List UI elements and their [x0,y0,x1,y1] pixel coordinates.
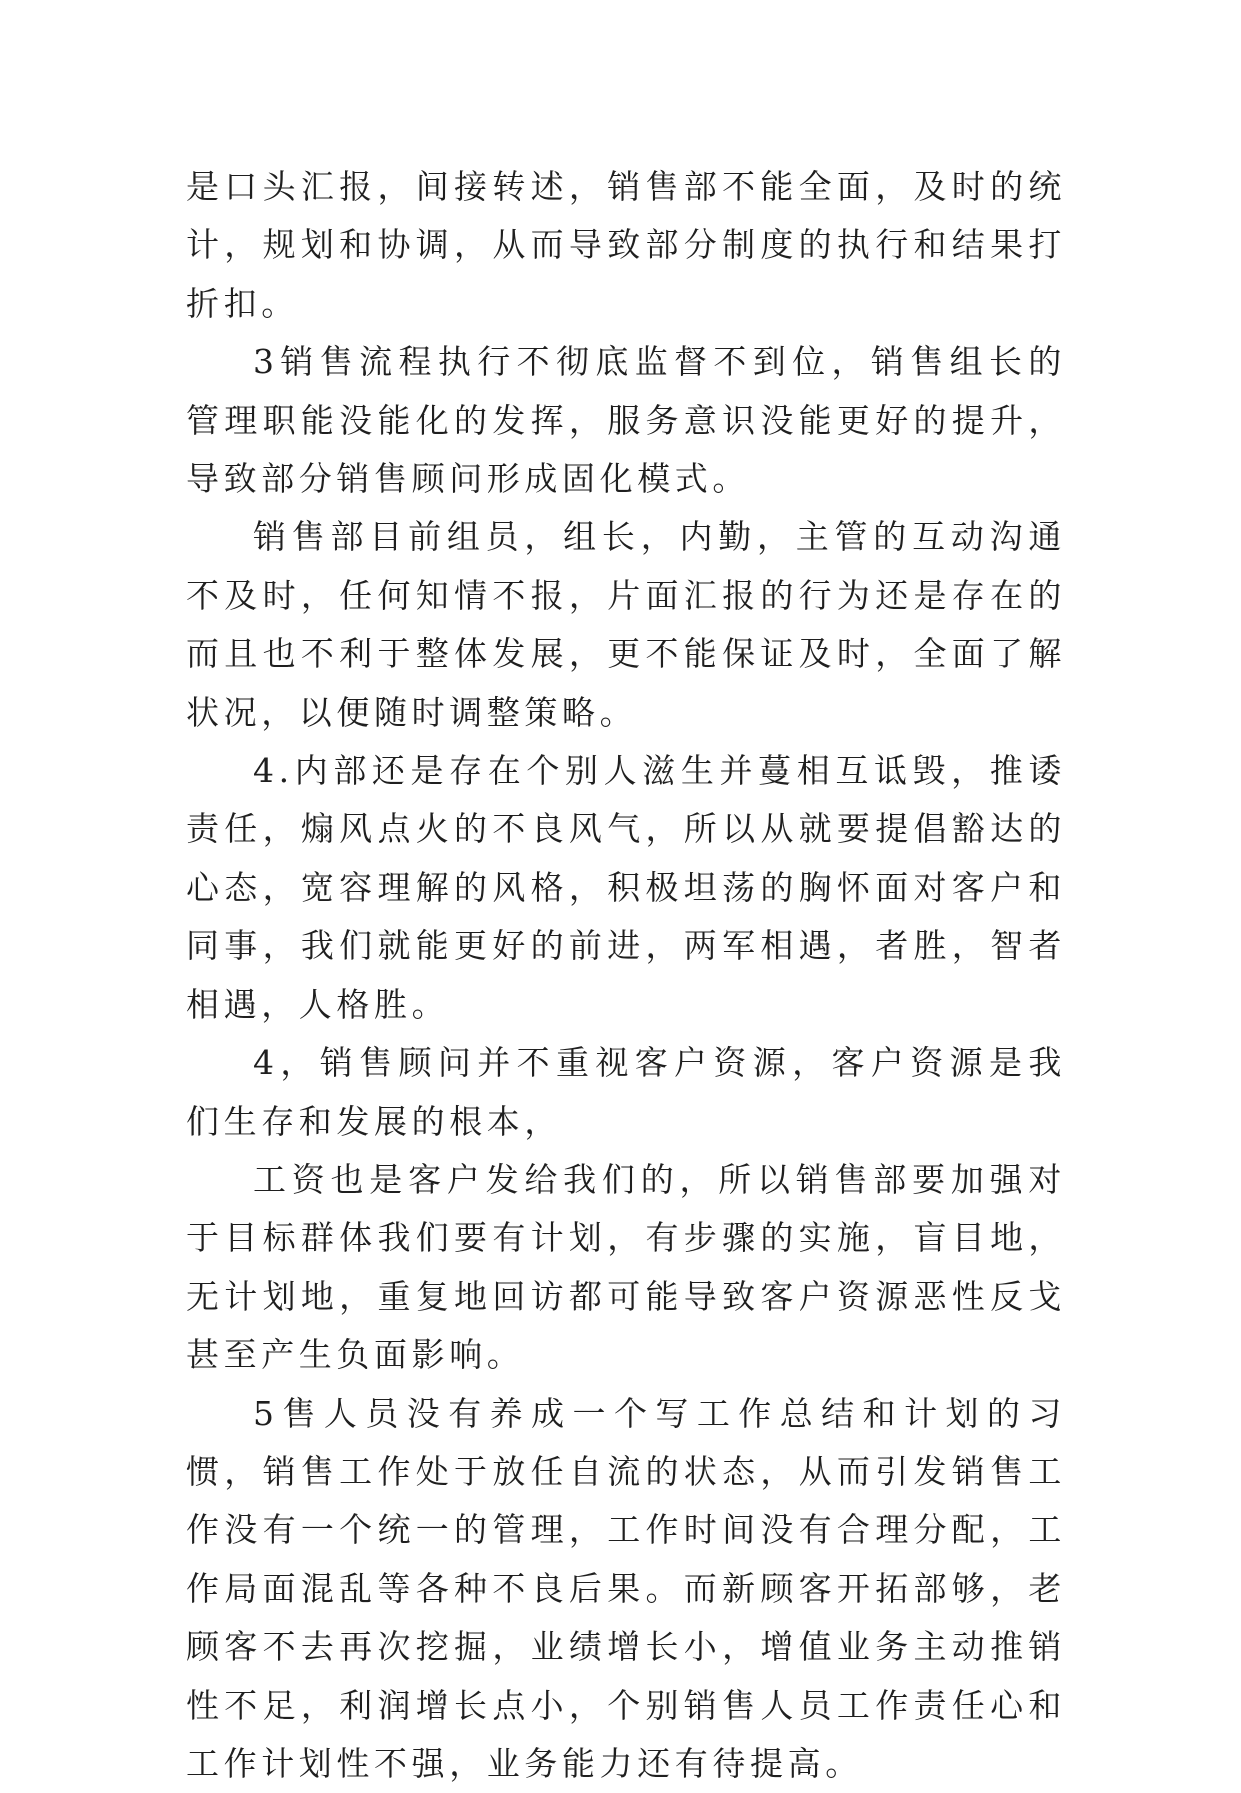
paragraph-6: 工资也是客户发给我们的，所以销售部要加强对于目标群体我们要有计划，有步骤的实施，盲目地，无计划地，重复地回访都可能导致客户资源恶性反戈甚至产生负面影响。 [186,1159,1066,1375]
paragraph-4: 4.内部还是存在个别人滋生并蔓相互诋毁，推诿责任，煽风点火的不良风气，所以从就要提倡豁达的心态，宽容理解的风格，积极坦荡的胸怀面对客户和同事，我们就能更好的前进，两军相遇，者胜，智者相遇，人格胜。 [186,751,1066,1024]
paragraph-7: 5售人员没有养成一个写工作总结和计划的习惯，销售工作处于放任自流的状态，从而引发销售工作没有一个统一的管理，工作时间没有合理分配，工作局面混乱等各种不良后果。而新顾客开拓部够，老顾客不去再次挖掘，业绩增长小，增值业务主动推销性不足，利润增长点小，个别销售人员工作责任心和工作计划性不强，业务能力还有待提高。 [186,1393,1066,1783]
document-body [186,158,1066,1793]
paragraph-5: 4，销售顾问并不重视客户资源，客户资源是我们生存和发展的根本， [186,1043,1066,1141]
paragraph-3: 销售部目前组员，组长，内勤，主管的互动沟通不及时，任何知情不报，片面汇报的行为还是存在的而且也不利于整体发展，更不能保证及时，全面了解状况，以便随时调整策略。 [186,517,1066,732]
paragraph-1: 是口头汇报，间接转述，销售部不能全面，及时的统计，规划和协调，从而导致部分制度的执行和结果打折扣。 [186,167,1066,323]
paragraph-2: 3销售流程执行不彻底监督不到位，销售组长的管理职能没能化的发挥，服务意识没能更好的提升，导致部分销售顾问形成固化模式。 [186,342,1066,499]
